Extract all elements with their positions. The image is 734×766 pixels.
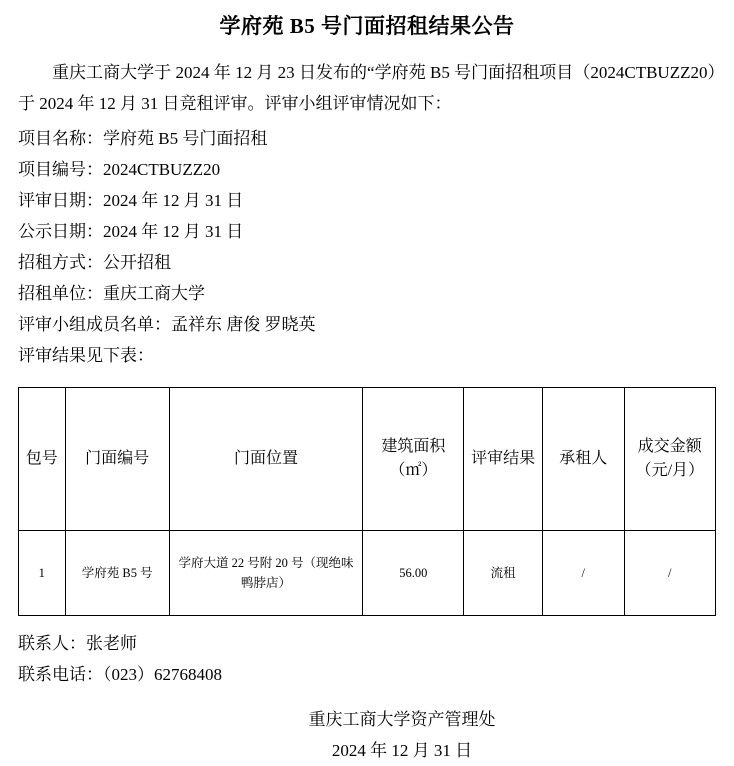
field-label-project-code: 项目编号：	[18, 160, 103, 180]
cell-area: 56.00	[363, 531, 464, 616]
signature-block	[18, 704, 716, 766]
field-label-publicity-date: 公示日期：	[18, 222, 103, 242]
table-header-amount: 成交金额（元/月）	[624, 388, 715, 531]
result-table	[18, 387, 716, 616]
contact-phone-row	[18, 659, 716, 690]
field-label-review-members: 评审小组成员名单：	[18, 315, 171, 335]
contact-block	[18, 628, 716, 690]
table-header-shop-no: 门面编号	[65, 388, 169, 531]
field-label-lease-method: 招租方式：	[18, 253, 103, 273]
field-value-lease-unit: 重庆工商大学	[103, 284, 205, 304]
field-value-publicity-date: 2024 年 12 月 31 日	[103, 222, 244, 242]
field-label-result-note: 评审结果见下表：	[18, 346, 154, 366]
field-row-project-name	[18, 123, 716, 154]
table-row	[19, 531, 716, 616]
field-row-result-note	[18, 340, 716, 371]
table-header	[19, 388, 716, 531]
contact-phone-value: （023）62768408	[103, 665, 222, 685]
field-label-review-date: 评审日期：	[18, 191, 103, 211]
cell-location: 学府大道 22 号附 20 号（现绝味鸭脖店）	[169, 531, 363, 616]
contact-person-label: 联系人：	[18, 634, 86, 654]
field-label-project-name: 项目名称：	[18, 129, 103, 149]
contact-person-value: 张老师	[86, 634, 137, 654]
table-body	[19, 531, 716, 616]
contact-person-row	[18, 628, 716, 659]
cell-amount: /	[624, 531, 715, 616]
signature-date: 2024 年 12 月 31 日	[331, 741, 473, 761]
field-value-project-name: 学府苑 B5 号门面招租	[103, 129, 268, 149]
table-header-area: 建筑面积（㎡）	[363, 388, 464, 531]
field-row-project-code	[18, 154, 716, 185]
cell-package-no: 1	[19, 531, 66, 616]
table-header-tenant: 承租人	[542, 388, 624, 531]
field-row-publicity-date	[18, 216, 716, 247]
table-header-package-no: 包号	[19, 388, 66, 531]
cell-shop-no: 学府苑 B5 号	[65, 531, 169, 616]
field-row-review-members	[18, 309, 716, 340]
field-row-review-date	[18, 185, 716, 216]
page-title: 学府苑 B5 号门面招租结果公告	[219, 14, 515, 38]
field-row-lease-unit	[18, 278, 716, 309]
cell-result: 流租	[464, 531, 543, 616]
field-value-project-code: 2024CTBUZZ20	[103, 160, 221, 180]
field-value-review-date: 2024 年 12 月 31 日	[103, 191, 244, 211]
field-row-lease-method	[18, 247, 716, 278]
field-value-lease-method: 公开招租	[103, 253, 171, 273]
field-list	[18, 123, 716, 371]
table-header-row	[19, 388, 716, 531]
cell-tenant: /	[542, 531, 624, 616]
table-header-location: 门面位置	[169, 388, 363, 531]
field-value-review-members: 孟祥东 唐俊 罗晓英	[171, 315, 316, 335]
intro-paragraph: 重庆工商大学于 2024 年 12 月 23 日发布的“学府苑 B5 号门面招租项目（2024CTBUZZ20）于 2024 年 12 月 31 日竞租评审。评审小组评审情况如下：	[18, 63, 716, 114]
document-page	[0, 12, 734, 761]
field-label-lease-unit: 招租单位：	[18, 284, 103, 304]
table-header-result: 评审结果	[464, 388, 543, 531]
contact-phone-label: 联系电话：	[18, 665, 103, 685]
signature-org: 重庆工商大学资产管理处	[308, 710, 496, 730]
